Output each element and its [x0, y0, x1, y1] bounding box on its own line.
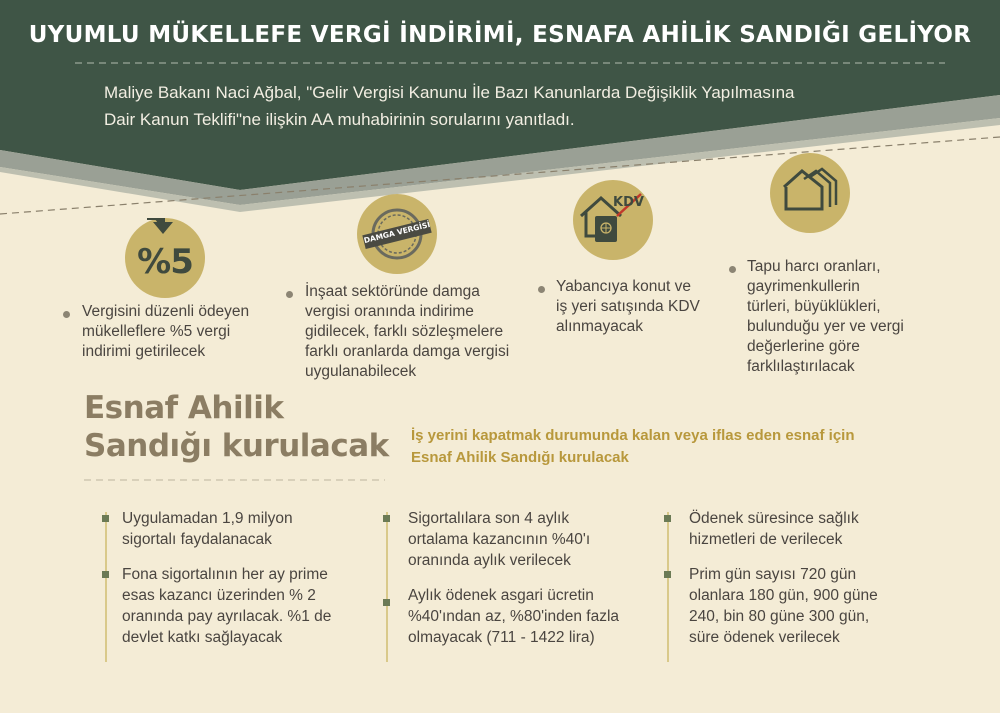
list-item: [747, 257, 904, 377]
bullet-square: [383, 515, 390, 522]
section-subheading: [411, 425, 931, 469]
list-item: [82, 302, 249, 362]
item-line: farklı oranlarda damga vergisi: [305, 343, 510, 360]
list-item: [556, 277, 700, 337]
bullet-dot: [538, 286, 545, 293]
item-line: hizmetleri de verilecek: [689, 531, 843, 548]
item-line: uygulanabilecek: [305, 363, 417, 380]
item-line: Ödenek süresince sağlık: [689, 510, 859, 527]
subheading-line: İş yerini kapatmak durumunda kalan veya iflas eden esnaf için: [411, 427, 855, 444]
bullet-square: [664, 515, 671, 522]
item-line: gayrimenkullerin: [747, 278, 860, 295]
bullet-square: [664, 571, 671, 578]
list-item: [122, 564, 331, 648]
intro-line: Dair Kanun Teklifi"ne ilişkin AA muhabirinin sorularını yanıtladı.: [104, 110, 575, 129]
page-title: UYUMLU MÜKELLEFE VERGİ İNDİRİMİ, ESNAFA AHİLİK SANDIĞI GELİYOR: [28, 22, 972, 48]
item-line: türleri, büyüklükleri,: [747, 298, 881, 315]
item-line: farklılaştırılacak: [747, 358, 855, 375]
item-line: alınmayacak: [556, 318, 644, 335]
item-line: Yabancıya konut ve: [556, 278, 691, 295]
subheading-line: Esnaf Ahilik Sandığı kurulacak: [411, 449, 629, 466]
item-line: mükelleflere %5 vergi: [82, 323, 231, 340]
intro-text: [104, 79, 844, 133]
item-line: devlet katkı sağlayacak: [122, 629, 283, 646]
bullet-dot: [286, 291, 293, 298]
list-item: [122, 508, 293, 550]
houses-icon: [770, 153, 850, 233]
item-line: Vergisini düzenli ödeyen: [82, 303, 250, 320]
item-line: indirimi getirilecek: [82, 343, 206, 360]
item-line: vergisi oranında indirime: [305, 303, 474, 320]
percent-label: %5: [137, 242, 193, 282]
bullet-square: [102, 571, 109, 578]
item-line: Aylık ödenek asgari ücretin: [408, 587, 594, 604]
heading-line: Sandığı kurulacak: [84, 428, 389, 464]
bullet-dot: [63, 311, 70, 318]
list-item: [689, 564, 878, 648]
item-line: oranında aylık verilecek: [408, 552, 571, 569]
item-line: gidilecek, farklı sözleşmelere: [305, 323, 504, 340]
item-line: İnşaat sektöründe damga: [305, 283, 480, 300]
column-divider: [667, 512, 669, 662]
item-line: olmayacak (711 - 1422 lira): [408, 629, 595, 646]
item-line: bulunduğu yer ve vergi: [747, 318, 904, 335]
percent-discount-icon: [125, 218, 205, 298]
bullet-square: [102, 515, 109, 522]
item-line: Prim gün sayısı 720 gün: [689, 566, 857, 583]
intro-line: Maliye Bakanı Naci Ağbal, "Gelir Vergisi Kanunu İle Bazı Kanunlarda Değişiklik Yapılmasına: [104, 83, 795, 102]
kdv-label: KDV: [613, 195, 644, 210]
heading-line: Esnaf Ahilik: [84, 390, 284, 426]
list-item: [689, 508, 859, 550]
stamp-label: DAMGA VERGİSİ: [362, 219, 432, 246]
item-line: ortalama kazancının %40'ı: [408, 531, 591, 548]
item-line: Tapu harcı oranları,: [747, 258, 881, 275]
item-line: esas kazancı üzerinden % 2: [122, 587, 316, 604]
item-line: %40'ından az, %80'inden fazla: [408, 608, 620, 625]
bullet-dot: [729, 266, 736, 273]
item-line: değerlerine göre: [747, 338, 860, 355]
section-heading: [84, 389, 389, 465]
list-item: [305, 282, 509, 382]
item-line: oranında pay ayrılacak. %1 de: [122, 608, 332, 625]
house-passport-kdv-icon: [573, 180, 653, 260]
column-divider: [105, 512, 107, 662]
item-line: sigortalı faydalanacak: [122, 531, 272, 548]
item-line: Fona sigortalının her ay prime: [122, 566, 328, 583]
item-line: olanlara 180 gün, 900 güne: [689, 587, 878, 604]
bullet-square: [383, 599, 390, 606]
column-divider: [386, 512, 388, 662]
stamp-tax-icon: [357, 194, 437, 274]
list-item: [408, 585, 619, 648]
item-line: Sigortalılara son 4 aylık: [408, 510, 570, 527]
list-item: [408, 508, 590, 571]
item-line: süre ödenek verilecek: [689, 629, 840, 646]
item-line: 240, bin 80 güne 300 gün,: [689, 608, 870, 625]
item-line: Uygulamadan 1,9 milyon: [122, 510, 293, 527]
item-line: iş yeri satışında KDV: [556, 298, 700, 315]
